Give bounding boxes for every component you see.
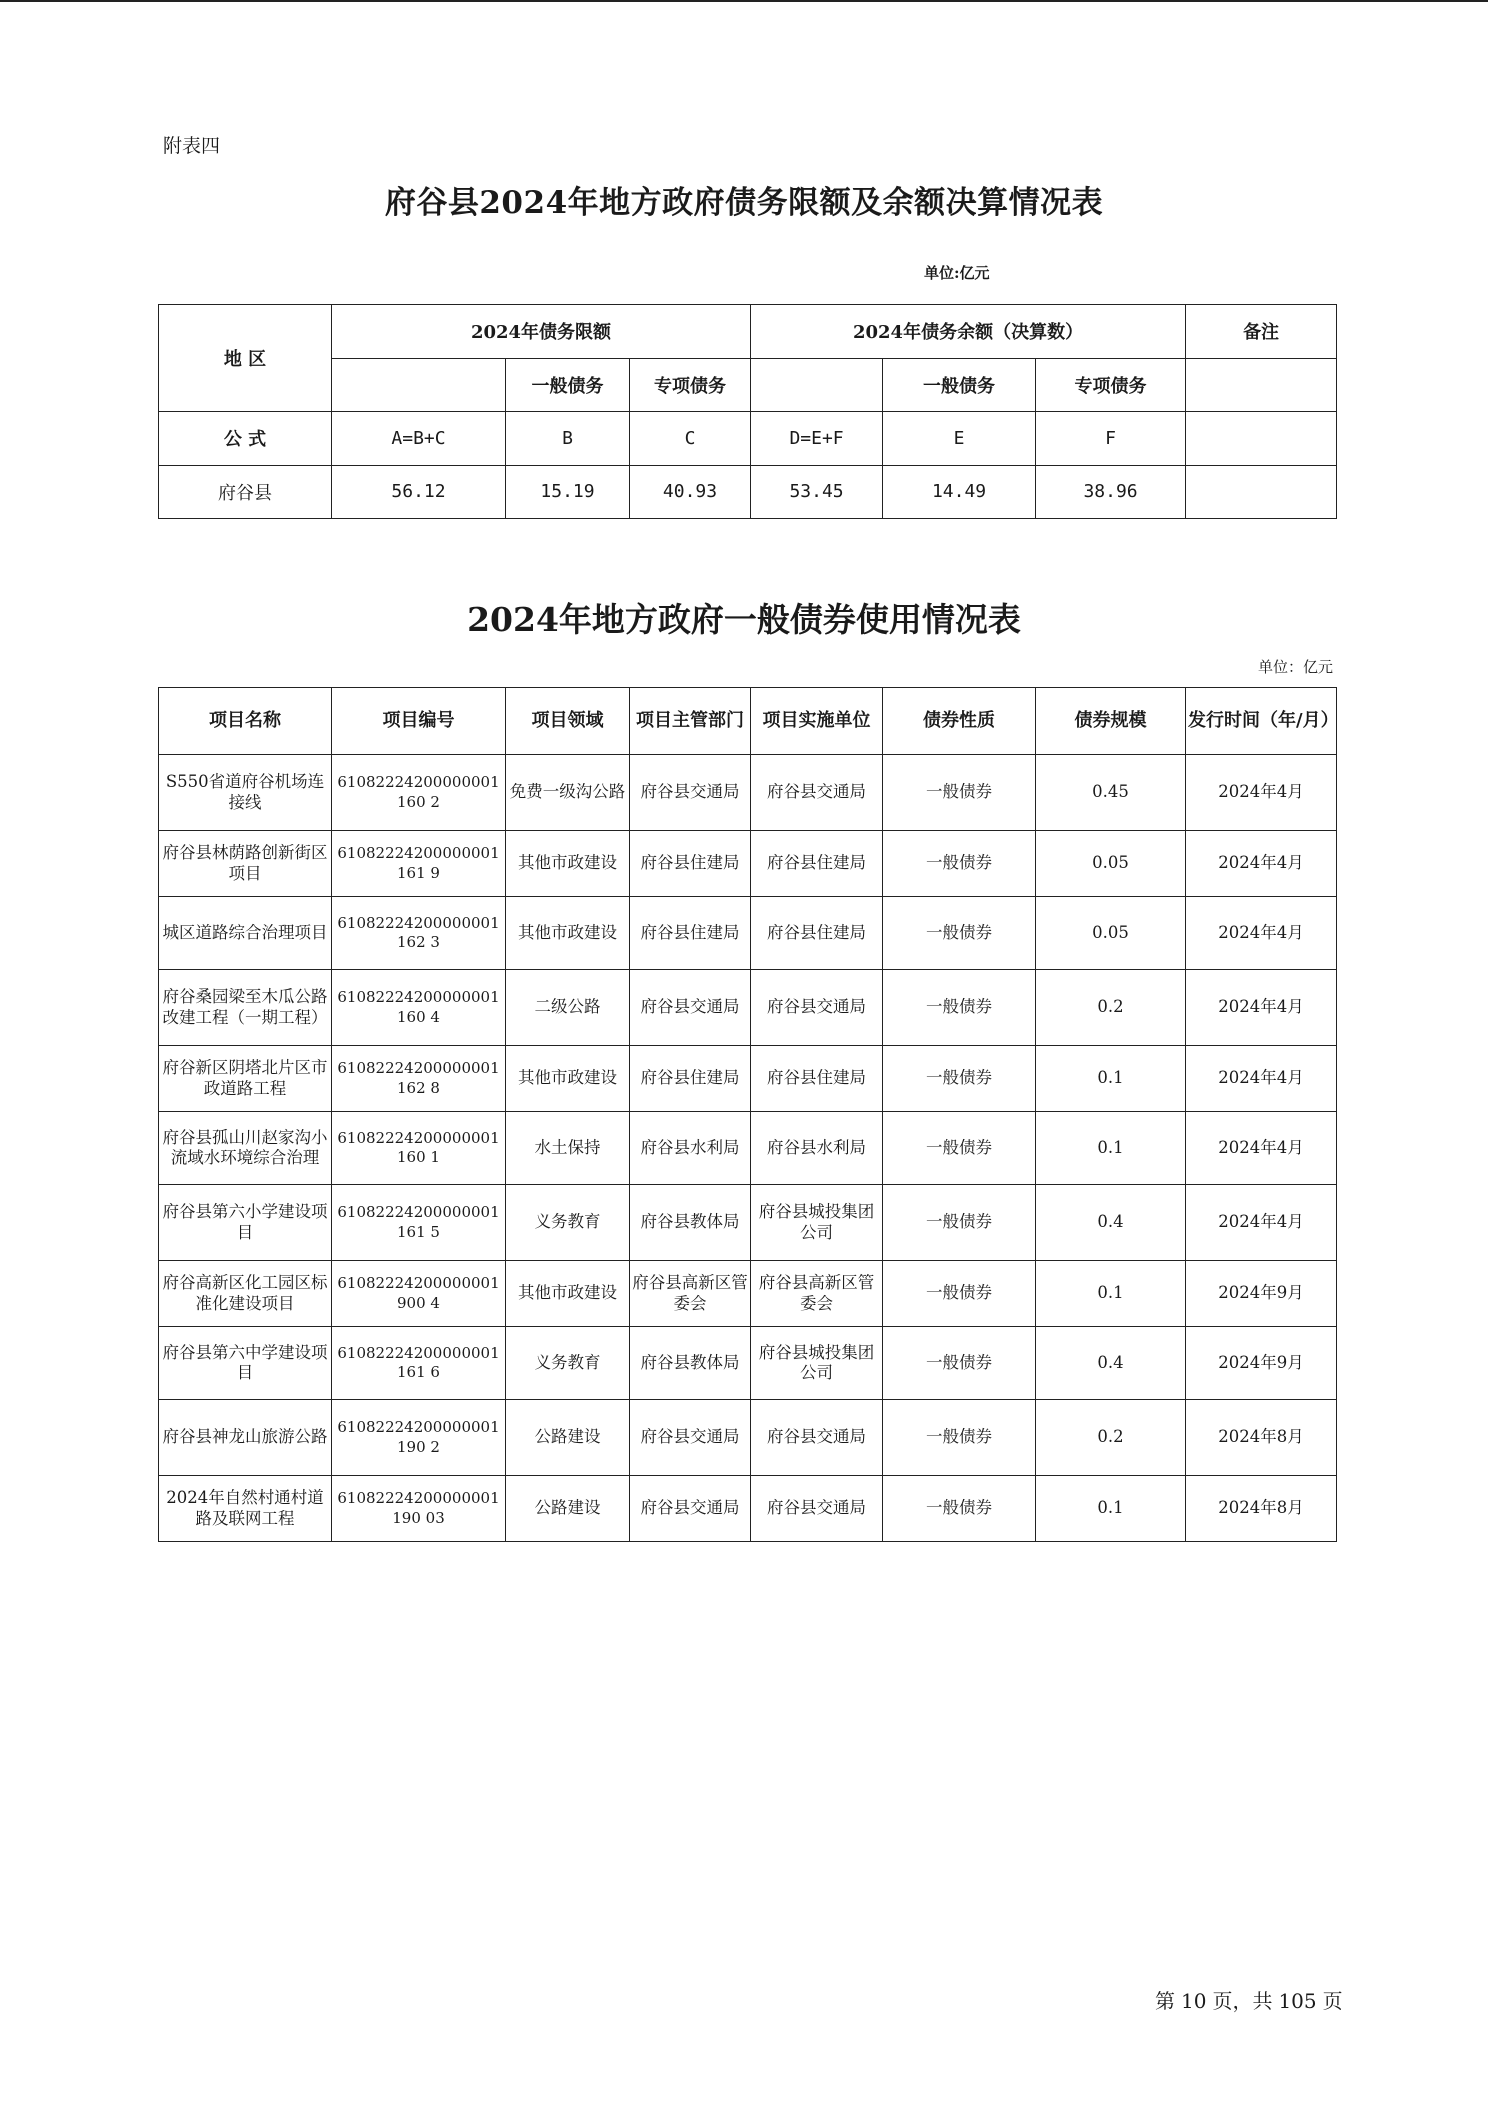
page-footer [1152, 1985, 1346, 2014]
project-field-cell: 其他市政建设 [506, 831, 630, 897]
issue-date-cell: 2024年8月 [1186, 1476, 1337, 1542]
balance-group-header: 2024年债务余额（决算数） [751, 305, 1186, 359]
table-row [159, 1261, 1337, 1327]
project-authority-cell: 府谷县住建局 [630, 897, 751, 970]
bond-amount-cell: 0.1 [1036, 1261, 1186, 1327]
project-field-cell: 义务教育 [506, 1185, 630, 1261]
limit-general-header: 一般债务 [506, 358, 630, 412]
bond-amount-cell: 0.1 [1036, 1112, 1186, 1185]
issue-date-cell: 2024年4月 [1186, 1185, 1337, 1261]
project-code-cell: 61082224200000001161 5 [332, 1185, 506, 1261]
balance-special-header: 专项债务 [1036, 358, 1186, 412]
project-name-cell: S550省道府谷机场连接线 [159, 755, 332, 831]
formula-label: 公 式 [159, 412, 332, 466]
project-code-cell: 61082224200000001161 6 [332, 1327, 506, 1400]
project-implementer-cell: 府谷县交通局 [751, 755, 883, 831]
bond-type-cell: 一般债券 [883, 1476, 1036, 1542]
value-cell: 14.49 [883, 465, 1036, 519]
project-field-cell: 公路建设 [506, 1476, 630, 1542]
bond-amount-cell: 0.05 [1036, 831, 1186, 897]
project-name-cell: 府谷高新区化工园区标准化建设项目 [159, 1261, 332, 1327]
bond-amount-cell: 0.2 [1036, 1400, 1186, 1476]
remark-header: 备注 [1186, 305, 1337, 359]
bond-type-cell: 一般债券 [883, 1261, 1036, 1327]
bond-amount-cell: 0.05 [1036, 897, 1186, 970]
project-name-cell: 城区道路综合治理项目 [159, 897, 332, 970]
bond-amount-cell: 0.4 [1036, 1327, 1186, 1400]
footer-prefix: 第 [1155, 1989, 1175, 2013]
table-row [159, 1046, 1337, 1112]
bond-type-cell: 一般债券 [883, 755, 1036, 831]
project-code-cell: 61082224200000001162 3 [332, 897, 506, 970]
bond-type-cell: 一般债券 [883, 831, 1036, 897]
table1-unit: 单位:亿元 [924, 264, 990, 282]
project-name-cell: 府谷县林荫路创新街区项目 [159, 831, 332, 897]
table-row [159, 831, 1337, 897]
project-code-header: 项目编号 [332, 688, 506, 755]
bond-usage-table [158, 687, 1337, 1542]
project-name-header: 项目名称 [159, 688, 332, 755]
table-row [159, 897, 1337, 970]
project-code-cell: 61082224200000001900 4 [332, 1261, 506, 1327]
project-code-cell: 61082224200000001162 8 [332, 1046, 506, 1112]
project-name-cell: 府谷县孤山川赵家沟小流域水环境综合治理 [159, 1112, 332, 1185]
issue-date-cell: 2024年4月 [1186, 831, 1337, 897]
bond-type-cell: 一般债券 [883, 1046, 1036, 1112]
project-name-cell: 府谷县第六小学建设项目 [159, 1185, 332, 1261]
project-field-cell: 二级公路 [506, 970, 630, 1046]
debt-limit-balance-table [158, 304, 1337, 519]
formula-row [159, 412, 1337, 466]
footer-total-pages: 105 [1278, 1989, 1317, 2013]
table2-unit: 单位：亿元 [1257, 658, 1333, 676]
issue-date-cell: 2024年8月 [1186, 1400, 1337, 1476]
footer-suffix: 页 [1322, 1989, 1343, 2013]
table-row [159, 1112, 1337, 1185]
formula-cell: D=E+F [751, 412, 883, 466]
issue-date-cell: 2024年9月 [1186, 1261, 1337, 1327]
project-implementer-cell: 府谷县交通局 [751, 1476, 883, 1542]
project-field-cell: 其他市政建设 [506, 1261, 630, 1327]
annex-label: 附表四 [163, 135, 221, 157]
footer-page-number: 10 [1181, 1989, 1207, 2013]
table2-header-row [159, 688, 1337, 755]
table-row [159, 755, 1337, 831]
project-authority-cell: 府谷县交通局 [630, 755, 751, 831]
limit-group-header: 2024年债务限额 [332, 305, 751, 359]
project-authority-cell: 府谷县水利局 [630, 1112, 751, 1185]
project-code-cell: 61082224200000001190 03 [332, 1476, 506, 1542]
bond-amount-cell: 0.1 [1036, 1476, 1186, 1542]
region-name: 府谷县 [159, 465, 332, 519]
table-row [159, 970, 1337, 1046]
table-row [159, 1185, 1337, 1261]
table1-title: 府谷县2024年地方政府债务限额及余额决算情况表 [384, 185, 1104, 221]
value-cell: 40.93 [630, 465, 751, 519]
page-top-border [0, 0, 1488, 2]
bond-amount-header: 债券规模 [1036, 688, 1186, 755]
project-field-cell: 其他市政建设 [506, 897, 630, 970]
project-field-cell: 其他市政建设 [506, 1046, 630, 1112]
value-cell: 15.19 [506, 465, 630, 519]
balance-total-header [751, 358, 883, 412]
issue-date-cell: 2024年4月 [1186, 1112, 1337, 1185]
project-authority-cell: 府谷县教体局 [630, 1185, 751, 1261]
limit-total-header [332, 358, 506, 412]
limit-special-header: 专项债务 [630, 358, 751, 412]
project-code-cell: 61082224200000001161 9 [332, 831, 506, 897]
project-name-cell: 府谷新区阴塔北片区市政道路工程 [159, 1046, 332, 1112]
bond-amount-cell: 0.4 [1036, 1185, 1186, 1261]
formula-cell: A=B+C [332, 412, 506, 466]
project-implementer-cell: 府谷县高新区管委会 [751, 1261, 883, 1327]
bond-type-cell: 一般债券 [883, 970, 1036, 1046]
issue-date-header: 发行时间（年/月） [1186, 688, 1337, 755]
issue-date-cell: 2024年4月 [1186, 1046, 1337, 1112]
issue-date-cell: 2024年9月 [1186, 1327, 1337, 1400]
project-implementer-header: 项目实施单位 [751, 688, 883, 755]
table-row [159, 1327, 1337, 1400]
project-field-cell: 水土保持 [506, 1112, 630, 1185]
issue-date-cell: 2024年4月 [1186, 755, 1337, 831]
region-header: 地 区 [159, 305, 332, 412]
project-implementer-cell: 府谷县交通局 [751, 1400, 883, 1476]
remark-sub-header [1186, 358, 1337, 412]
issue-date-cell: 2024年4月 [1186, 897, 1337, 970]
bond-type-cell: 一般债券 [883, 1400, 1036, 1476]
project-authority-header: 项目主管部门 [630, 688, 751, 755]
bond-amount-cell: 0.45 [1036, 755, 1186, 831]
project-name-cell: 府谷桑园梁至木瓜公路改建工程（一期工程） [159, 970, 332, 1046]
project-name-cell: 府谷县第六中学建设项目 [159, 1327, 332, 1400]
project-code-cell: 61082224200000001160 2 [332, 755, 506, 831]
project-authority-cell: 府谷县住建局 [630, 831, 751, 897]
value-cell [1186, 465, 1337, 519]
value-cell: 53.45 [751, 465, 883, 519]
region-data-row [159, 465, 1337, 519]
formula-cell: F [1036, 412, 1186, 466]
project-implementer-cell: 府谷县住建局 [751, 897, 883, 970]
project-implementer-cell: 府谷县交通局 [751, 970, 883, 1046]
project-field-cell: 免费一级沟公路 [506, 755, 630, 831]
project-implementer-cell: 府谷县住建局 [751, 1046, 883, 1112]
project-implementer-cell: 府谷县水利局 [751, 1112, 883, 1185]
project-field-header: 项目领域 [506, 688, 630, 755]
value-cell: 38.96 [1036, 465, 1186, 519]
table-row [159, 1400, 1337, 1476]
bond-type-cell: 一般债券 [883, 1112, 1036, 1185]
project-authority-cell: 府谷县交通局 [630, 1400, 751, 1476]
issue-date-cell: 2024年4月 [1186, 970, 1337, 1046]
project-authority-cell: 府谷县高新区管委会 [630, 1261, 751, 1327]
bond-amount-cell: 0.2 [1036, 970, 1186, 1046]
bond-type-cell: 一般债券 [883, 897, 1036, 970]
table-row [159, 1476, 1337, 1542]
project-field-cell: 公路建设 [506, 1400, 630, 1476]
bond-amount-cell: 0.1 [1036, 1046, 1186, 1112]
table2-title: 2024年地方政府一般债券使用情况表 [467, 600, 1021, 639]
balance-general-header: 一般债务 [883, 358, 1036, 412]
project-code-cell: 61082224200000001160 4 [332, 970, 506, 1046]
bond-type-header: 债券性质 [883, 688, 1036, 755]
formula-cell [1186, 412, 1337, 466]
project-implementer-cell: 府谷县住建局 [751, 831, 883, 897]
project-code-cell: 61082224200000001160 1 [332, 1112, 506, 1185]
formula-cell: B [506, 412, 630, 466]
project-authority-cell: 府谷县住建局 [630, 1046, 751, 1112]
bond-type-cell: 一般债券 [883, 1185, 1036, 1261]
formula-cell: E [883, 412, 1036, 466]
project-implementer-cell: 府谷县城投集团公司 [751, 1327, 883, 1400]
project-field-cell: 义务教育 [506, 1327, 630, 1400]
project-authority-cell: 府谷县交通局 [630, 1476, 751, 1542]
project-authority-cell: 府谷县教体局 [630, 1327, 751, 1400]
value-cell: 56.12 [332, 465, 506, 519]
project-code-cell: 61082224200000001190 2 [332, 1400, 506, 1476]
project-name-cell: 府谷县神龙山旅游公路 [159, 1400, 332, 1476]
project-implementer-cell: 府谷县城投集团公司 [751, 1185, 883, 1261]
project-authority-cell: 府谷县交通局 [630, 970, 751, 1046]
bond-type-cell: 一般债券 [883, 1327, 1036, 1400]
project-name-cell: 2024年自然村通村道路及联网工程 [159, 1476, 332, 1542]
formula-cell: C [630, 412, 751, 466]
footer-middle: 页，共 [1212, 1989, 1273, 2013]
